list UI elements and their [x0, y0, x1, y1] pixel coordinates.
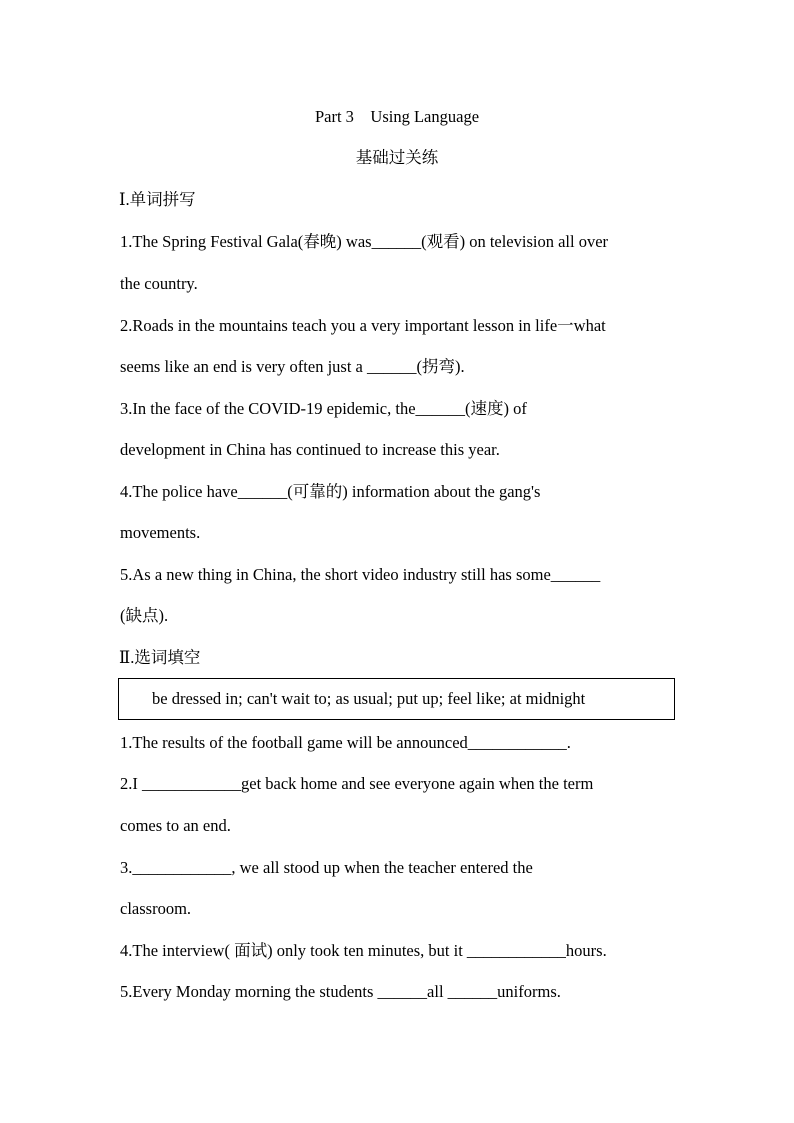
question-line: seems like an end is very often just a ______(拐弯). [120, 357, 465, 376]
question-line: 1.The results of the football game will be announced____________. [120, 733, 571, 752]
question-line: 4.The interview( 面试) only took ten minutes, but it ____________hours. [120, 941, 607, 960]
section-heading-fill-in: Ⅱ.选词填空 [119, 648, 201, 667]
question-line: 4.The police have______(可靠的) information about the gang's [120, 482, 541, 501]
question-line: 2.I ____________get back home and see everyone again when the term [120, 774, 594, 793]
page-title: Part 3 Using Language [314, 107, 480, 126]
question-line: the country. [120, 274, 198, 293]
question-line: 5.As a new thing in China, the short video industry still has some______ [120, 565, 601, 584]
page-subtitle: 基础过关练 [355, 148, 439, 167]
question-line: 1.The Spring Festival Gala(春晚) was______(观看) on television all over [120, 232, 609, 251]
question-line: (缺点). [120, 606, 169, 625]
question-line: classroom. [120, 899, 192, 918]
question-line: 3.____________, we all stood up when the teacher entered the [120, 858, 533, 877]
question-line: 5.Every Monday morning the students ______all ______uniforms. [120, 982, 561, 1001]
question-line: development in China has continued to increase this year. [120, 440, 500, 459]
word-bank-box: be dressed in; can't wait to; as usual; put up; feel like; at midnight [118, 678, 675, 720]
question-line: movements. [120, 523, 201, 542]
question-line: 2.Roads in the mountains teach you a very important lesson in life一what [120, 316, 606, 335]
question-line: comes to an end. [120, 816, 231, 835]
section-heading-spelling: Ⅰ.单词拼写 [119, 190, 196, 209]
question-line: 3.In the face of the COVID-19 epidemic, the______(速度) of [120, 399, 527, 418]
